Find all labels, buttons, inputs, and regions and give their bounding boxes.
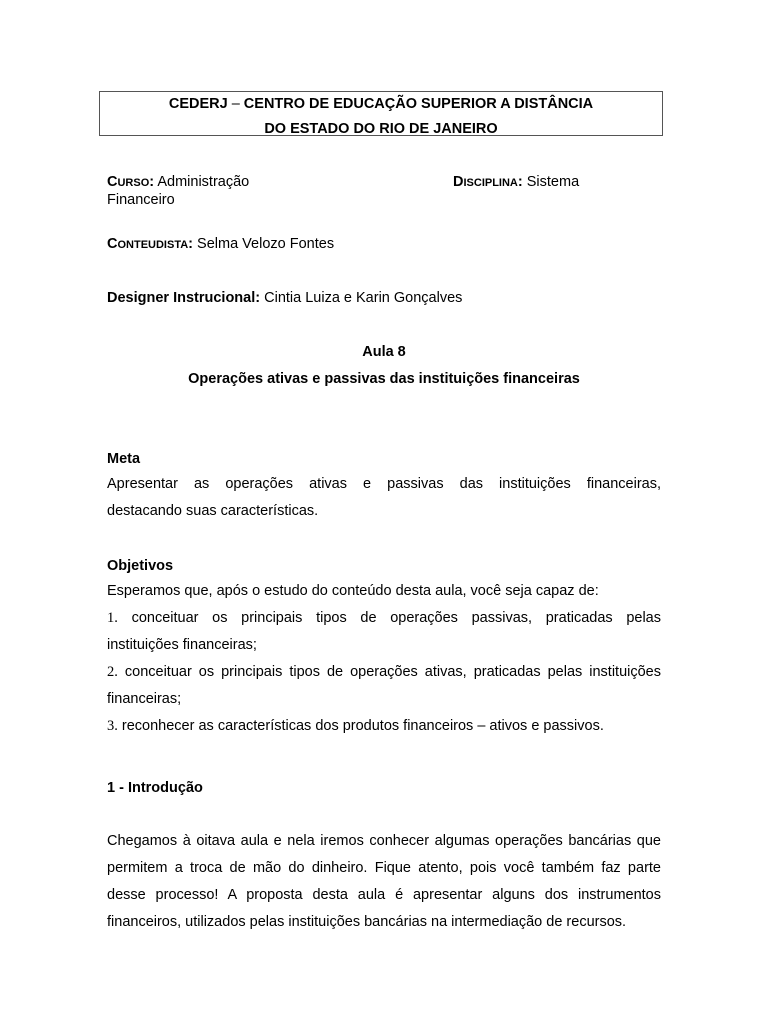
curso-label-initial: C bbox=[107, 174, 118, 190]
intro-line-4: financeiros, utilizados pelas instituições bancárias na intermediação de recursos. bbox=[107, 914, 627, 930]
intro-paragraph bbox=[107, 828, 661, 936]
header-line-1 bbox=[100, 95, 662, 113]
header-line-2: DO ESTADO DO RIO DE JANEIRO bbox=[264, 121, 498, 137]
disciplina-label bbox=[453, 174, 523, 190]
header-acronym: CEDERJ bbox=[168, 96, 228, 112]
designer-label: Designer Instrucional: bbox=[107, 290, 261, 306]
objective-item-1-line-2: instituições financeiras; bbox=[107, 637, 257, 653]
objective-number-1: 1. bbox=[107, 610, 118, 626]
objective-text-3: reconhecer as características dos produtos financeiros – ativos e passivos. bbox=[121, 718, 604, 734]
objective-item-1-line-1 bbox=[107, 605, 661, 632]
objective-item-3-line-1 bbox=[107, 713, 661, 740]
objectives-heading: Objetivos bbox=[107, 558, 174, 574]
lesson-title: Operações ativas e passivas das instituições financeiras bbox=[188, 371, 580, 387]
objective-text-2: conceituar os principais tipos de operações ativas, praticadas pelas instituições bbox=[124, 664, 661, 680]
lesson-number: Aula 8 bbox=[362, 344, 406, 360]
curso-value: Administração bbox=[157, 174, 250, 190]
designer-value: Cintia Luiza e Karin Gonçalves bbox=[264, 290, 463, 306]
curso-label-rest: URSO bbox=[117, 177, 150, 189]
disciplina-label-colon: : bbox=[517, 174, 523, 190]
meta-line-2: destacando suas características. bbox=[107, 503, 319, 519]
conteudista-label-rest: ONTEUDISTA bbox=[117, 239, 189, 251]
intro-line-3: desse processo! A proposta desta aula é apresentar alguns dos instrumentos bbox=[107, 887, 661, 903]
intro-line-2: permitem a troca de mão do dinheiro. Fique atento, pois você também faz parte bbox=[107, 860, 661, 876]
objective-item-2-line-1 bbox=[107, 659, 661, 686]
objective-number-3: 3. bbox=[107, 718, 118, 734]
header-institution-name: CENTRO DE EDUCAÇÃO SUPERIOR A DISTÂNCIA bbox=[243, 96, 594, 112]
intro-line-1: Chegamos à oitava aula e nela iremos conhecer algumas operações bancárias que bbox=[107, 833, 661, 849]
disciplina-value-continued: Financeiro bbox=[107, 192, 175, 208]
curso-field bbox=[107, 173, 249, 192]
curso-label bbox=[107, 174, 154, 190]
meta-paragraph bbox=[107, 471, 661, 525]
conteudista-label-initial: C bbox=[107, 236, 118, 252]
meta-heading: Meta bbox=[107, 451, 141, 467]
conteudista-label bbox=[107, 236, 193, 252]
objectives-intro: Esperamos que, após o estudo do conteúdo desta aula, você seja capaz de: bbox=[107, 583, 599, 599]
disciplina-label-initial: D bbox=[453, 174, 464, 190]
meta-line-1: Apresentar as operações ativas e passivas das instituições financeiras, bbox=[107, 476, 661, 492]
objective-text-1: conceituar os principais tipos de operações passivas, praticadas pelas bbox=[131, 610, 661, 626]
intro-heading: 1 - Introdução bbox=[107, 780, 203, 796]
disciplina-field bbox=[453, 173, 579, 192]
conteudista-field bbox=[107, 235, 334, 254]
objectives-list bbox=[107, 578, 661, 740]
objective-item-2-line-2: financeiras; bbox=[107, 691, 182, 707]
objective-number-2: 2. bbox=[107, 664, 118, 680]
conteudista-value: Selma Velozo Fontes bbox=[197, 236, 335, 252]
designer-field bbox=[107, 289, 462, 307]
disciplina-label-rest: ISCIPLINA bbox=[463, 177, 518, 189]
institution-header bbox=[99, 91, 663, 136]
header-dash: – bbox=[227, 96, 244, 112]
disciplina-value: Sistema bbox=[526, 174, 580, 190]
conteudista-label-colon: : bbox=[188, 236, 194, 252]
curso-label-colon: : bbox=[149, 174, 155, 190]
